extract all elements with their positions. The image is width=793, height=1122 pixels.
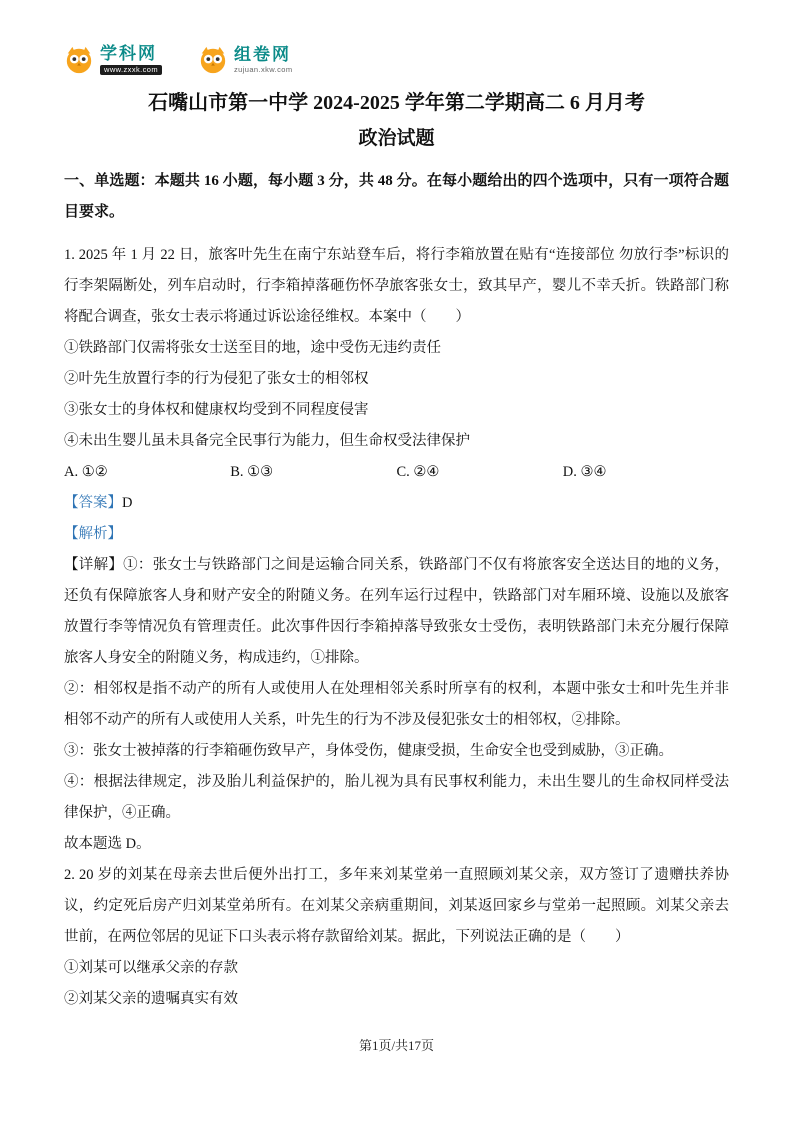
q2-statement-1: ①刘某可以继承父亲的存款: [64, 960, 238, 976]
q1-statement-3: ③张女士的身体权和健康权均受到不同程度侵害: [64, 402, 369, 418]
q1-detail-paragraph-3: ③：张女士被掉落的行李箱砸伤致早产，身体受伤，健康受损，生命安全也受到威胁，③正确。: [64, 743, 673, 759]
q1-choice-b: B. ①③: [230, 464, 274, 480]
question-1-stem: 1. 2025 年 1 月 22 日，旅客叶先生在南宁东站登车后，将行李箱放置在贴有“连接部位 勿放行李”标识的行李架隔断处，列车启动时，行李箱掉落砸伤怀孕旅客张女士，致其早产，婴儿不幸夭折。铁路部门称将配合调查，张女士表示将通过诉讼途径维权。本案中（ ）: [64, 247, 729, 325]
q2-statement-2: ②刘某父亲的遗嘱真实有效: [64, 991, 238, 1007]
q1-statement-4: ④未出生婴儿虽未具备完全民事行为能力，但生命权受法律保护: [64, 433, 470, 449]
answer-label: 【答案】: [64, 495, 122, 511]
detail-label: 【详解】: [64, 557, 124, 573]
q1-conclusion: 故本题选 D。: [64, 836, 151, 852]
zxxk-url: www.zxxk.com: [100, 65, 162, 75]
zujuan-brand-name: 组卷网: [233, 45, 291, 65]
q1-statement-1: ①铁路部门仅需将张女士送至目的地，途中受伤无违约责任: [64, 340, 441, 356]
question-2-stem: 2. 20 岁的刘某在母亲去世后便外出打工，多年来刘某堂弟一直照顾刘某父亲，双方签订了遗赠扶养协议，约定死后房产归刘某堂弟所有。在刘某父亲病重期间，刘某返回家乡与堂弟一起照顾。刘某父亲去世前，在两位邻居的见证下口头表示将存款留给刘某。据此，下列说法正确的是（ ）: [64, 867, 729, 945]
page-footer: 第1页/共17页: [358, 1038, 435, 1053]
owl-icon: [198, 45, 228, 75]
analysis-label: 【解析】: [64, 526, 122, 542]
q1-answer-line: [64, 488, 729, 519]
q1-choices-row: [64, 457, 729, 488]
q1-choice-a: A. ①②: [64, 464, 108, 480]
section-heading: 一、单选题：本题共 16 小题，每小题 3 分，共 48 分。在每小题给出的四个选项中，只有一项符合题目要求。: [64, 173, 729, 220]
q1-analysis-line: [64, 519, 729, 550]
q1-detail-paragraph-2: ②：相邻权是指不动产的所有人或使用人在处理相邻关系时所享有的权利，本题中张女士和叶先生并非相邻不动产的所有人或使用人关系，叶先生的行为不涉及侵犯张女士的相邻权，②排除。: [64, 681, 729, 728]
owl-icon: [64, 45, 94, 75]
detail-text-1: ①：张女士与铁路部门之间是运输合同关系，铁路部门不仅有将旅客安全送达目的地的义务，还负有保障旅客人身和财产安全的附随义务。在列车运行过程中，铁路部门对车厢环境、设施以及旅客放置行李等情况负有管理责任。此次事件因行李箱掉落导致张女士受伤，表明铁路部门未充分履行保障旅客人身安全的附随义务，构成违约，①排除。: [64, 557, 730, 666]
q1-detail-paragraph-1: [64, 550, 729, 674]
zujuan-logo: [198, 45, 293, 75]
zxxk-brand-name: 学科网: [100, 44, 157, 64]
document-body: [64, 166, 729, 1015]
q1-statement-2: ②叶先生放置行李的行为侵犯了张女士的相邻权: [64, 371, 369, 387]
zxxk-logo: [64, 45, 162, 75]
q1-choice-c: C. ②④: [396, 464, 440, 480]
q1-detail-paragraph-4: ④：根据法律规定，涉及胎儿利益保护的，胎儿视为具有民事权利能力，未出生婴儿的生命权同样受法律保护，④正确。: [64, 774, 729, 821]
zujuan-url: zujuan.xkw.com: [233, 65, 293, 75]
answer-value: D: [122, 495, 133, 511]
doc-title: 石嘴山市第一中学 2024-2025 学年第二学期高二 6 月月考: [148, 92, 645, 114]
doc-subtitle: 政治试题: [358, 128, 435, 149]
q1-choice-d: D. ③④: [562, 464, 607, 480]
header-logos: [64, 42, 729, 78]
